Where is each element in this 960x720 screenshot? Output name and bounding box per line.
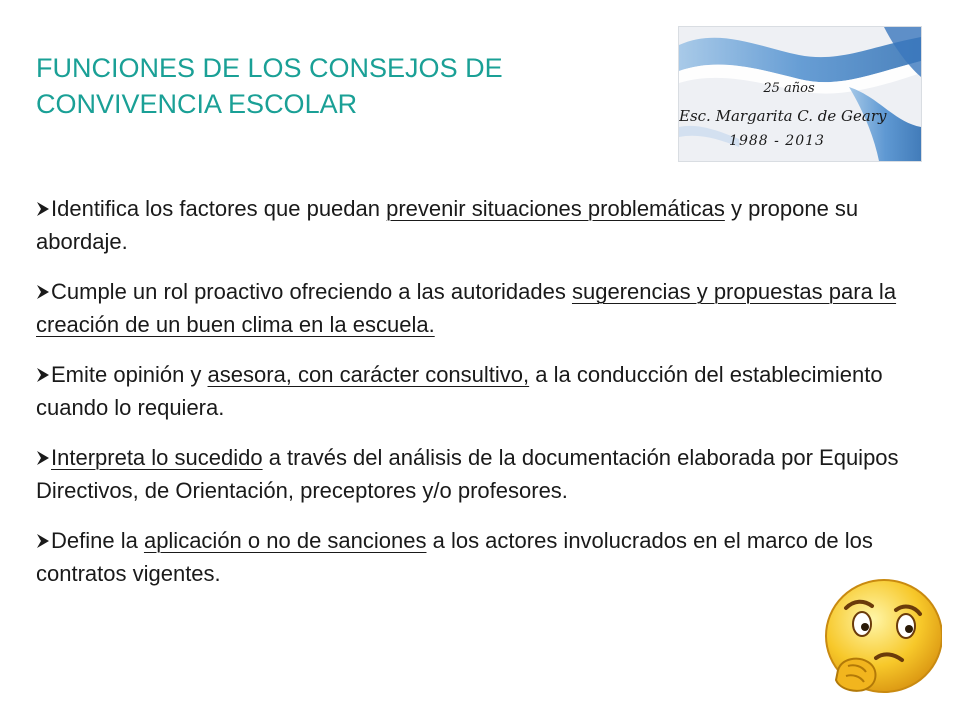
bullet-text-before: Emite opinión y [51,362,208,387]
bullet-text-underlined: aplicación o no de sanciones [143,528,427,553]
arrowhead-bullet-icon [36,367,50,383]
list-item [36,441,912,507]
slide-title-line-1: FUNCIONES DE LOS CONSEJOS DE [36,53,503,83]
list-item [36,275,912,341]
arrowhead-bullet-icon [36,450,50,466]
list-item [36,358,912,424]
list-item [36,192,912,258]
arrowhead-bullet-icon [36,533,50,549]
bullet-text-after: a la conducción del establecimiento cuando lo requiera. [36,362,883,420]
bullet-text-after: a los actores involucrados en el marco de los contratos vigentes. [36,528,873,586]
thinking-face-icon [818,578,942,702]
emblem-line-2: Esc. Margarita C. de Geary [679,107,887,125]
anniversary-emblem [678,26,922,162]
bullet-text-underlined: asesora, con carácter consultivo, [207,362,530,387]
bullet-text-before: Define la [51,528,144,553]
bullet-text-after: y propone su abordaje. [36,196,859,254]
emblem-line-1: 25 años [763,81,815,96]
slide-title-line-2: CONVIVENCIA ESCOLAR [36,89,358,119]
bullet-text-underlined: prevenir situaciones problemáticas [386,196,725,221]
arrowhead-bullet-icon [36,201,50,217]
bullet-text-underlined: Interpreta lo sucedido [51,445,263,470]
emblem-line-3: 1988 - 2013 [729,133,825,149]
arrowhead-bullet-icon [36,284,50,300]
slide-title [36,50,636,122]
list-item [36,524,912,590]
bullet-text-before: Cumple un rol proactivo ofreciendo a las autoridades [51,279,572,304]
functions-list [36,192,912,607]
bullet-text-after: a través del análisis de la documentación elaborada por Equipos Directivos, de Orientación, preceptores y/o profesores. [36,445,899,503]
bullet-text-before: Identifica los factores que puedan [51,196,387,221]
bullet-text-underlined: sugerencias y propuestas para la creación de un buen clima en la escuela. [36,279,897,337]
